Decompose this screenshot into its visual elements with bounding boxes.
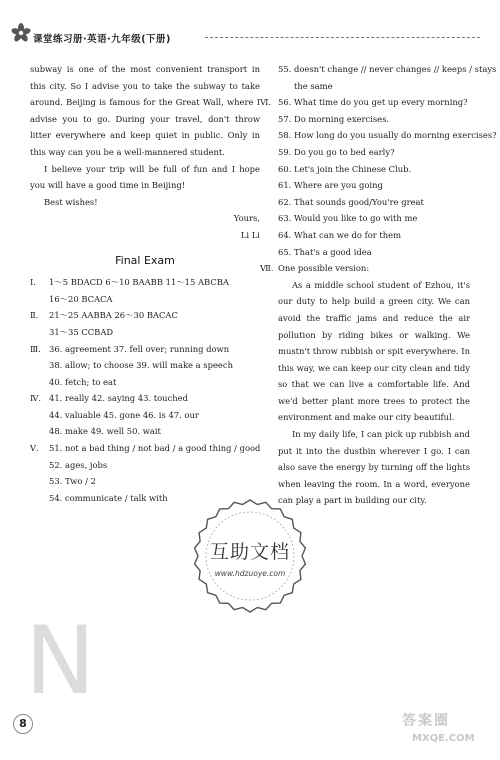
essay-paragraph: As a middle school student of Ezhou, it's our duty to help build a green city. We can avoid the traffic jams and reduce the air pollution by riding bikes or walking. We mustn't throw rubbish or spit everywhere. In this way, we can keep our city clean and tidy so that we can live a comfortable life. And we'd better plant more trees to protect the environment and make our city beautiful. [278,279,470,423]
answer-line: 38. allow; to choose 39. will make a speech [49,360,233,371]
answer-line: 60. Let's join the Chinese Club. [278,163,412,174]
letter-closing: Best wishes! [44,196,98,207]
right-column [260,61,497,509]
hdzuoye-stamp-logo [192,498,308,614]
letter-paragraph: I believe your trip will be full of fun and I hope you will have a good time in Beijing! [30,163,260,191]
answer-line: 16～20 BCACA [49,293,113,304]
answer-line: the same [294,80,333,91]
answer-line: 55. doesn't change // never changes // keeps / stays [278,64,497,74]
decorative-letter: N [25,607,96,716]
answer-section-7: Ⅶ. One possible version: [260,260,470,277]
answer-line: 21～25 AABBA 26～30 BACAC [49,310,178,321]
answer-section-6: Ⅵ. 56. What time do you get up every morning? [260,94,470,111]
answer-line: 54. communicate / talk with [49,492,168,503]
answer-line: One possible version: [278,263,370,274]
letter-paragraph: subway is one of the most convenient transport in this city. So I advise you to take the subway to take around. Beijing is famous for the Great Wall, where I advise you to go. During your travel, don't throw litter everywhere and keep quiet in public. Only in this way can you be a well-mannered student. [30,64,260,157]
answer-line: 59. Do you go to bed early? [278,146,395,157]
answer-line: 41. really 42. saying 43. touched [49,393,188,404]
answer-line: 36. agreement 37. fell over; running down [49,343,230,354]
answer-line: 62. That sounds good/You're great [278,196,424,207]
letter-signoff: Yours, [233,213,260,224]
answer-line: 65. That's a good idea [278,246,372,257]
answer-section-1: Ⅰ. 1～5 BDACD 6～10 BAABB 11～15 ABCBA [30,274,260,291]
answer-line: 48. make 49. well 50. wait [49,426,161,437]
page-number: 8 [13,714,33,734]
watermark-logo: 答案圈 [402,713,450,729]
book-series-title: 课堂练习册·英语·九年级(下册) [33,34,171,45]
answer-line: 64. What can we do for them [278,229,402,240]
answer-line: 61. Where are you going [278,180,383,191]
stamp-url: www.hdzuoye.com [214,569,286,578]
answer-line: 1～5 BDACD 6～10 BAABB 11～15 ABCBA [49,277,229,288]
essay-paragraph: In my daily life, I can pick up rubbish and put it into the dustbin wherever I go. I can also save the energy by turning off the lights when leaving the room. In a word, everyone can play a part in building our city. [278,429,470,506]
answer-line: 63. Would you like to go with me [278,213,418,224]
answer-line: 31～35 CCBAD [49,326,114,337]
answer-line: 52. ages, jobs [49,459,108,470]
page-header [0,0,500,44]
answer-line: 57. Do morning exercises. [278,113,390,124]
watermark-url: MXQE.COM [412,733,475,744]
answer-line: 44. valuable 45. gone 46. is 47. our [49,409,199,420]
exam-title: Final Exam [115,253,175,267]
answer-line: 56. What time do you get up every morning? [278,97,468,108]
answer-section-4: Ⅳ. 41. really 42. saying 43. touched [30,390,260,407]
answer-line: 51. not a bad thing / not bad / a good thing / good [49,443,261,454]
answer-line: 40. fetch; to eat [49,376,117,387]
answer-line: 53. Two / 2 [49,476,96,487]
header-divider [205,37,480,38]
answer-section-5: Ⅴ. 51. not a bad thing / not bad / a good thing / good [30,440,260,457]
letter-signature: Li Li [240,229,260,240]
answer-line: 58. How long do you usually do morning exercises? [278,130,497,141]
left-column [30,61,260,506]
answer-section-3: Ⅲ. 36. agreement 37. fell over; running down [30,341,260,358]
answer-section-2: Ⅱ. 21～25 AABBA 26～30 BACAC [30,307,260,324]
flower-icon [10,22,32,44]
stamp-title: 互助文档 [209,541,291,563]
